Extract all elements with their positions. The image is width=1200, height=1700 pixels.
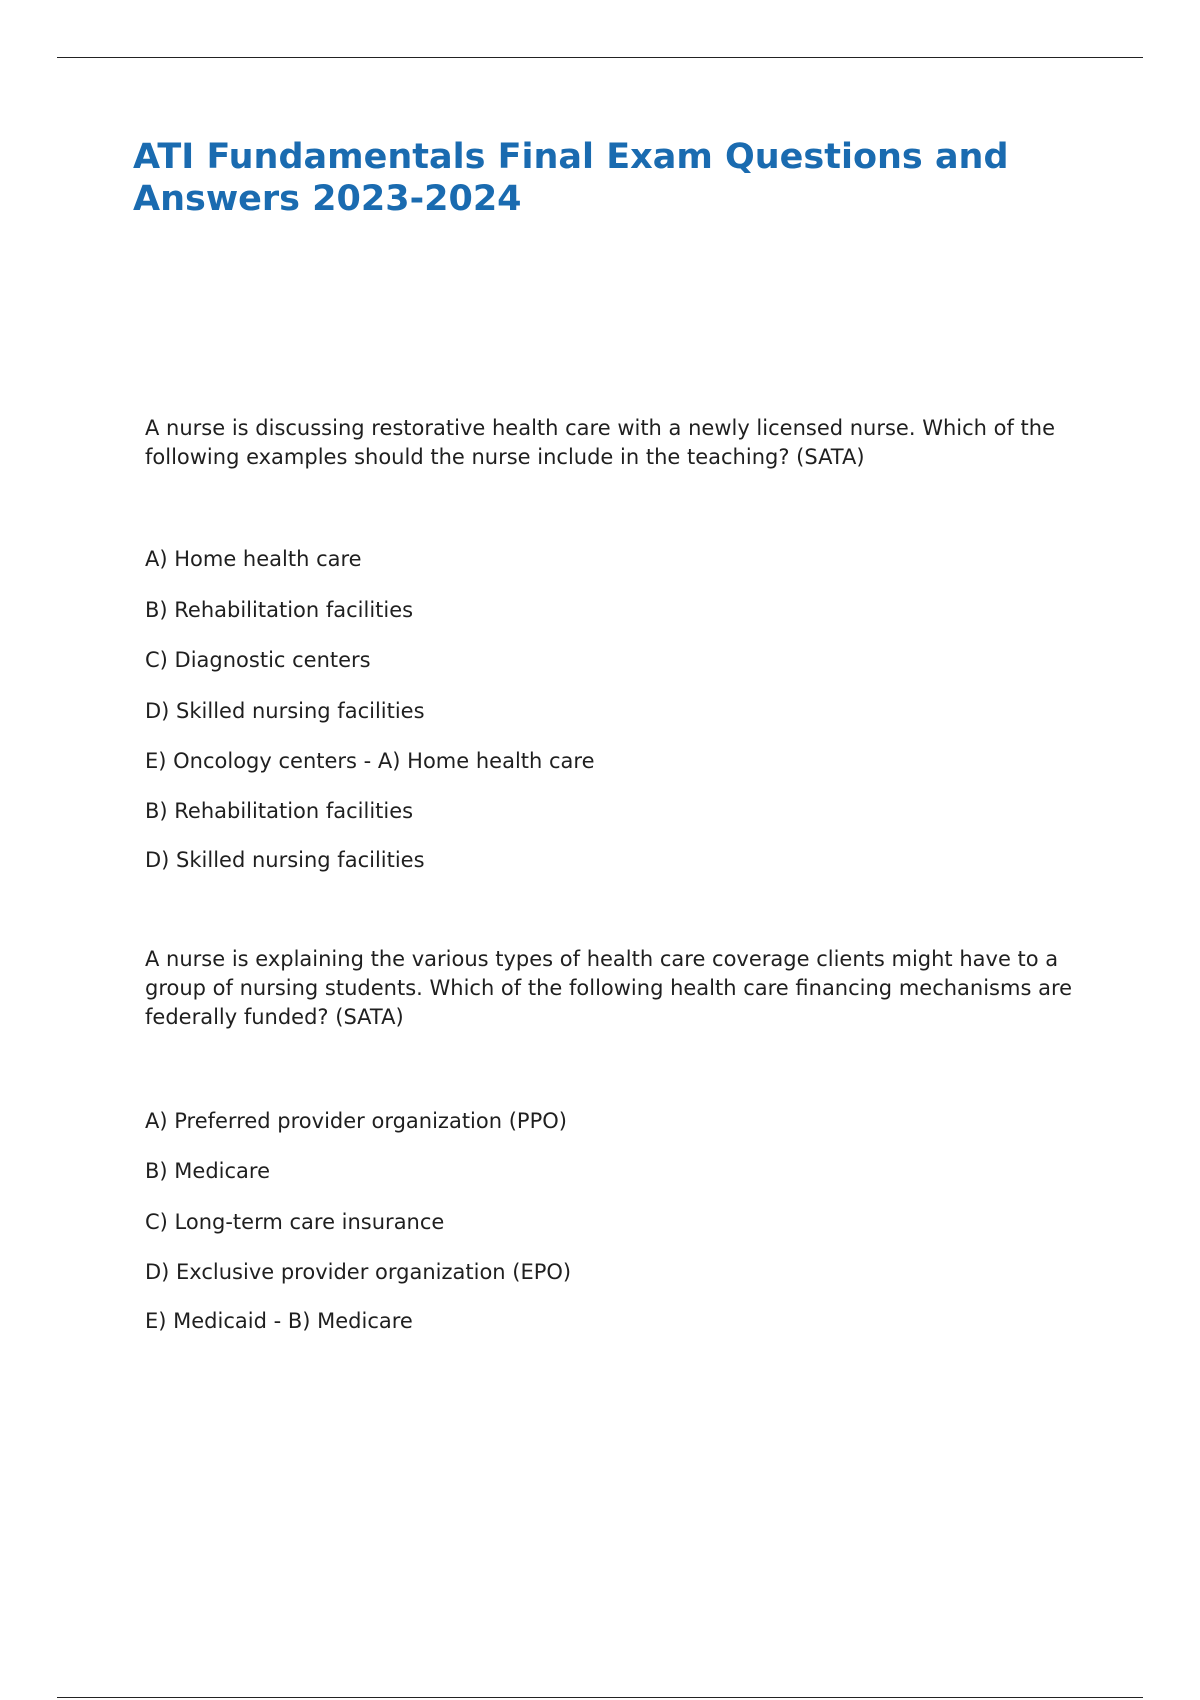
question-1-answer-line: E) Oncology centers - A) Home health care [145,749,595,773]
top-divider [57,57,1143,58]
bottom-divider [57,1697,1143,1698]
question-1-prompt: A nurse is discussing restorative health care with a newly licensed nurse. Which of the following examples should the nurse include in the teaching? (SATA) [145,416,1056,469]
question-1-line: B) Rehabilitation facilities [145,598,414,622]
question-2-line: B) Medicare [145,1159,270,1183]
question-2-answer-line: E) Medicaid - B) Medicare [145,1309,413,1333]
question-1-line: A) Home health care [145,547,362,571]
question-2-line: A) Preferred provider organization (PPO) [145,1109,567,1133]
question-1-answer-line: B) Rehabilitation facilities [145,799,414,823]
question-1-line: C) Diagnostic centers [145,648,371,672]
question-2-prompt: A nurse is explaining the various types of health care coverage clients might have to a group of nursing students. Which of the following health care financing mechanisms are federally funded? (SATA) [145,947,1073,1029]
question-2-line: C) Long-term care insurance [145,1210,445,1234]
question-2-line: D) Exclusive provider organization (EPO) [145,1260,572,1284]
question-1-answer-line: D) Skilled nursing facilities [145,848,425,872]
document-title: ATI Fundamentals Final Exam Questions and Answers 2023-2024 [133,137,1009,219]
question-1-line: D) Skilled nursing facilities [145,699,425,723]
